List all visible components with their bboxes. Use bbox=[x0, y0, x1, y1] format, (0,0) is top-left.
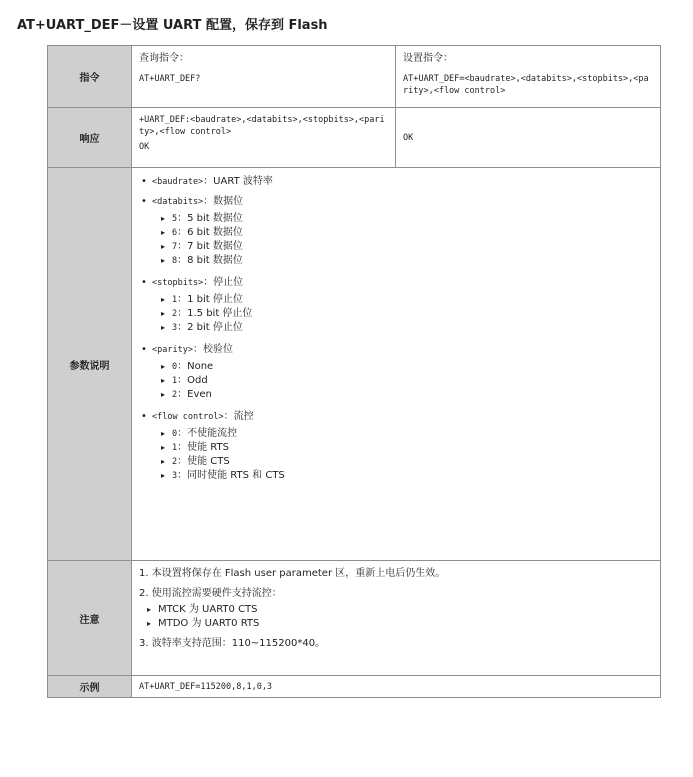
params-header: 参数说明 bbox=[48, 168, 132, 561]
param-parity: • <parity>：校验位 ▸ 0：None ▸ 1：Odd ▸ 2：Even bbox=[139, 343, 653, 402]
query-command: AT+UART_DEF? bbox=[139, 74, 201, 84]
set-label: 设置指令： bbox=[403, 53, 453, 64]
note-2: 2. 使用流控需要硬件支持流控： bbox=[139, 588, 282, 599]
stopbits-option: ▸ 2：1.5 bit 停止位 bbox=[161, 307, 653, 321]
databits-option: ▸ 6：6 bit 数据位 bbox=[161, 226, 653, 240]
query-response-cell bbox=[132, 108, 396, 168]
command-header: 指令 bbox=[48, 46, 132, 108]
set-command: AT+UART_DEF=<baudrate>,<databits>,<stopbits>,<parity>,<flow control> bbox=[403, 74, 649, 96]
example-command: AT+UART_DEF=115200,8,1,0,3 bbox=[139, 681, 273, 692]
response-header: 响应 bbox=[48, 108, 132, 168]
set-response-cell bbox=[396, 108, 661, 168]
stopbits-option: ▸ 3：2 bit 停止位 bbox=[161, 321, 653, 335]
flow-option: ▸ 0：不使能流控 bbox=[161, 427, 653, 441]
databits-option: ▸ 8：8 bit 数据位 bbox=[161, 254, 653, 268]
set-response-ok: OK bbox=[403, 133, 414, 143]
example-row bbox=[48, 676, 661, 698]
param-flow-control: • <flow control>：流控 ▸ 0：不使能流控 ▸ 1：使能 RTS ▸ 2：使能 CTS ▸ 3：同时使能 RTS 和 CTS bbox=[139, 410, 653, 483]
notes-header: 注意 bbox=[48, 561, 132, 676]
query-command-cell bbox=[132, 46, 396, 108]
section-title: AT+UART_DEF－设置 UART 配置，保存到 Flash bbox=[17, 18, 328, 33]
notes-row bbox=[48, 561, 661, 676]
note-2-item: ▸ MTDO 为 UART0 RTS bbox=[147, 617, 653, 631]
param-stopbits: • <stopbits>：停止位 ▸ 1：1 bit 停止位 ▸ 2：1.5 bit 停止位 ▸ 3：2 bit 停止位 bbox=[139, 276, 653, 335]
note-3: 3. 波特率支持范围：110~115200*40。 bbox=[139, 638, 326, 649]
flow-option: ▸ 1：使能 RTS bbox=[161, 441, 653, 455]
example-header: 示例 bbox=[48, 676, 132, 698]
flow-option: ▸ 2：使能 CTS bbox=[161, 455, 653, 469]
databits-option: ▸ 7：7 bit 数据位 bbox=[161, 240, 653, 254]
set-command-cell bbox=[396, 46, 661, 108]
command-row bbox=[48, 46, 661, 108]
parity-option: ▸ 1：Odd bbox=[161, 374, 653, 388]
param-databits: • <databits>：数据位 ▸ 5：5 bit 数据位 ▸ 6：6 bit 数据位 ▸ 7：7 bit 数据位 ▸ 8：8 bit 数据位 bbox=[139, 195, 653, 268]
example-cell bbox=[132, 676, 661, 698]
params-cell bbox=[132, 168, 661, 561]
query-response: +UART_DEF:<baudrate>,<databits>,<stopbits>,<parity>,<flow control> bbox=[139, 115, 385, 137]
query-response-ok: OK bbox=[139, 142, 150, 152]
command-spec-table bbox=[47, 45, 661, 698]
flow-option: ▸ 3：同时使能 RTS 和 CTS bbox=[161, 469, 653, 483]
note-2-item: ▸ MTCK 为 UART0 CTS bbox=[147, 603, 653, 617]
note-1: 1. 本设置将保存在 Flash user parameter 区，重新上电后仍生效。 bbox=[139, 568, 446, 579]
query-label: 查询指令： bbox=[139, 53, 189, 64]
stopbits-option: ▸ 1：1 bit 停止位 bbox=[161, 293, 653, 307]
parity-option: ▸ 0：None bbox=[161, 360, 653, 374]
param-baudrate: • <baudrate>：UART 波特率 bbox=[139, 175, 653, 189]
databits-option: ▸ 5：5 bit 数据位 bbox=[161, 212, 653, 226]
parity-option: ▸ 2：Even bbox=[161, 388, 653, 402]
response-row bbox=[48, 108, 661, 168]
notes-cell bbox=[132, 561, 661, 676]
params-row bbox=[48, 168, 661, 561]
